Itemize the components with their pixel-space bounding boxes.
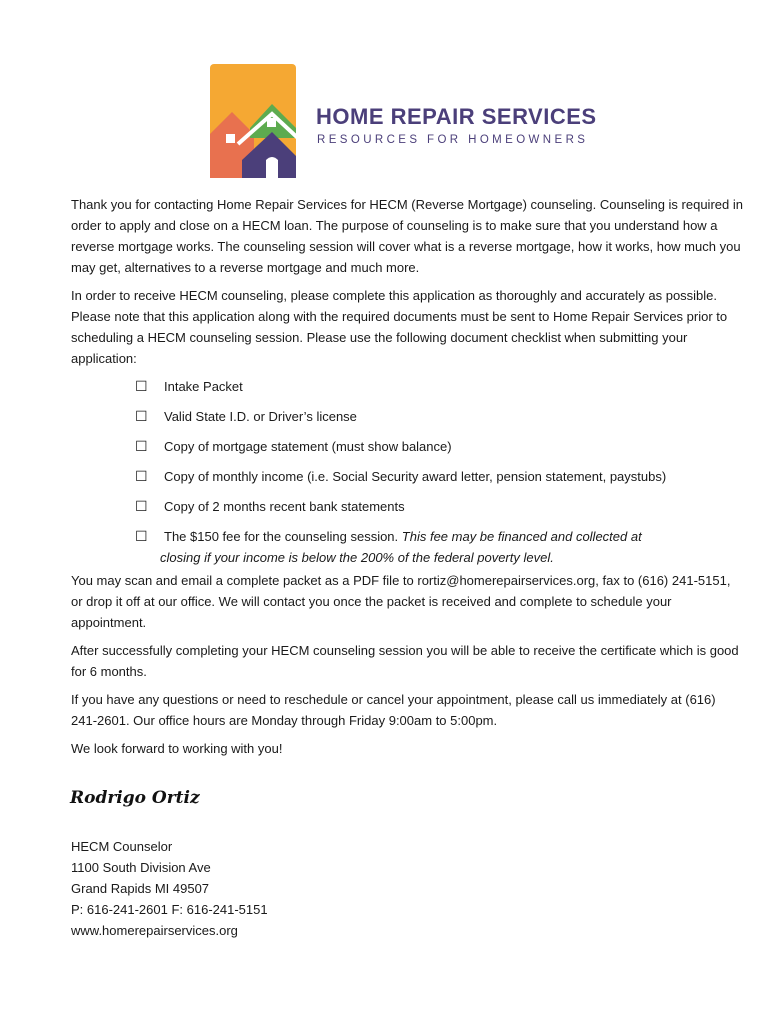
certificate-paragraph: After successfully completing your HECM counseling session you will be able to receive the certificate which is good for 6 months. — [71, 643, 739, 679]
checklist-item — [71, 496, 743, 517]
checklist-item-label: Copy of mortgage statement (must show balance) — [164, 439, 452, 454]
checkbox-icon[interactable]: ☐ — [135, 468, 148, 484]
signature: Rodrigo Ortiz — [70, 788, 200, 808]
brand-tagline: RESOURCES FOR HOMEOWNERS — [317, 134, 589, 146]
letter-body — [71, 194, 743, 766]
document-checklist — [71, 376, 743, 568]
contact-website[interactable]: www.homerepairservices.org — [71, 923, 238, 938]
checklist-item — [71, 526, 743, 568]
checklist-item — [71, 376, 743, 397]
checkbox-icon[interactable]: ☐ — [135, 528, 148, 544]
logo-purple-door — [266, 157, 278, 178]
logo-coral-window — [226, 134, 235, 143]
checklist-item-label: The $150 fee for the counseling session. — [164, 529, 399, 544]
instructions-paragraph: In order to receive HECM counseling, please complete this application as thoroughly and accurately as possible. Please note that this application along with the required documents must be sent to Home Repair Services prior to scheduling a HECM counseling session. Please use the following document checklist when submitting your application: — [71, 288, 728, 366]
fee-note-continued: closing if your income is below the 200% of the federal poverty level. — [160, 550, 554, 565]
checkbox-icon[interactable]: ☐ — [135, 378, 148, 394]
checkbox-icon[interactable]: ☐ — [135, 498, 148, 514]
questions-paragraph: If you have any questions or need to reschedule or cancel your appointment, please call us immediately at (616) 241-2601. Our office hours are Monday through Friday 9:00am to 5:00pm. — [71, 692, 716, 728]
checkbox-icon[interactable]: ☐ — [135, 408, 148, 424]
checklist-item — [71, 406, 743, 427]
intro-paragraph: Thank you for contacting Home Repair Services for HECM (Reverse Mortgage) counseling. Counseling is required in order to apply and close on a HECM loan. The purpose of counseling is to make sure that you understand how a reverse mortgage works. The counseling session will cover what is a reverse mortgage, how it works, how much you may get, alternatives to a reverse mortgage and much more. — [71, 197, 743, 275]
checkbox-icon[interactable]: ☐ — [135, 438, 148, 454]
checklist-item-label: Copy of monthly income (i.e. Social Security award letter, pension statement, paystubs) — [164, 469, 667, 484]
contact-title: HECM Counselor — [71, 839, 173, 854]
fee-note: This fee may be financed and collected at — [401, 529, 642, 544]
checklist-item — [71, 436, 743, 457]
brand-name: HOME REPAIR SERVICES — [316, 104, 597, 129]
closing-line: We look forward to working with you! — [71, 741, 283, 756]
letterhead — [210, 64, 630, 179]
home-repair-services-logo — [210, 64, 298, 179]
checklist-item-label: Copy of 2 months recent bank statements — [164, 499, 405, 514]
contact-city: Grand Rapids MI 49507 — [71, 881, 210, 896]
submission-paragraph: You may scan and email a complete packet as a PDF file to rortiz@homerepairservices.org, fax to (616) 241-5151, or drop it off at our office. We will contact you once the packet is received and complete to schedule your appointment. — [71, 573, 731, 630]
contact-block — [71, 836, 268, 941]
checklist-item — [71, 466, 743, 487]
checklist-item-label: Valid State I.D. or Driver’s license — [164, 409, 357, 424]
contact-phone-fax: P: 616-241-2601 F: 616-241-5151 — [71, 902, 268, 917]
checklist-item-label: Intake Packet — [164, 379, 243, 394]
contact-street: 1100 South Division Ave — [71, 860, 211, 875]
